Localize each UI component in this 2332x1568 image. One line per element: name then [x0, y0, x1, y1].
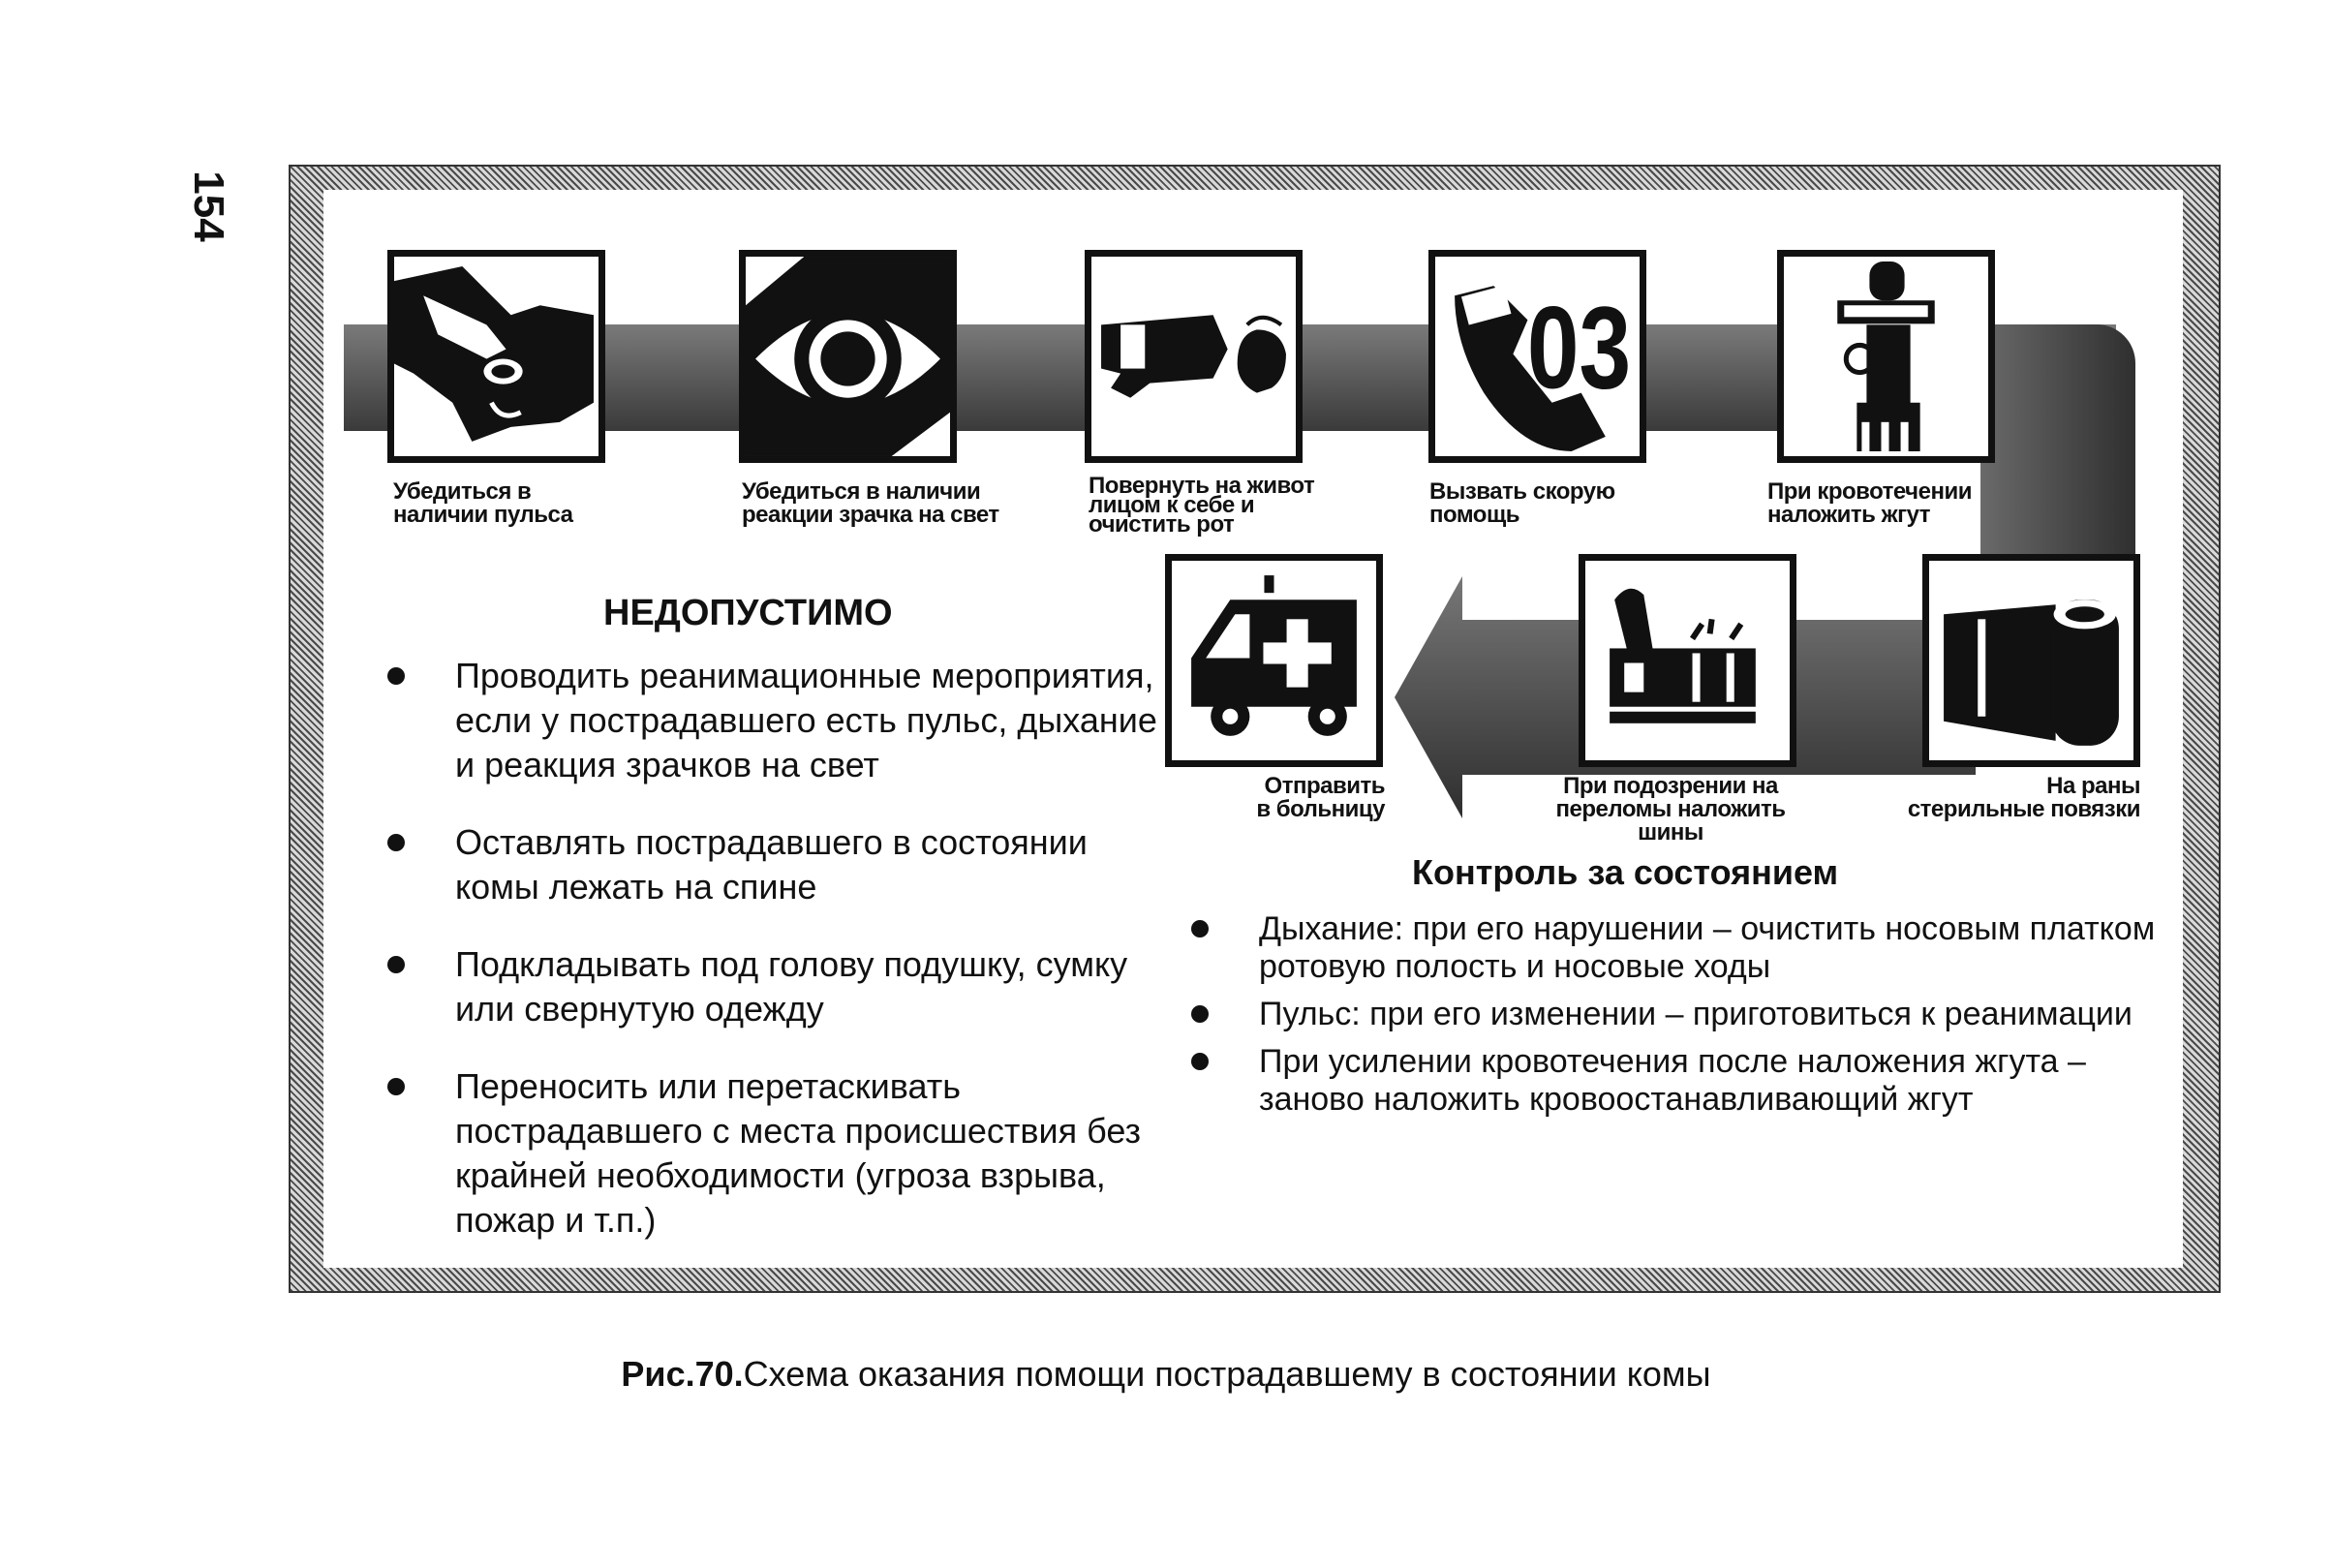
splint-icon — [1579, 554, 1796, 767]
monitoring-list — [1191, 910, 2160, 1128]
list-item: Дыхание: при его нарушении – очистить носовым платком ротовую полость и носовые ходы — [1191, 910, 2160, 986]
figure-caption-text: Схема оказания помощи пострадавшему в состоянии комы — [743, 1354, 1711, 1394]
turn-over-icon — [1085, 250, 1303, 463]
step-label: Отправить в больницу — [1256, 773, 1385, 822]
list-item: При усилении кровотечения после наложения жгута – заново наложить кровоостанавливающий жгут — [1191, 1043, 2160, 1119]
forbidden-title: НЕДОПУСТИМО — [603, 593, 893, 633]
list-item: Пульс: при его изменении – приготовиться к реанимации — [1191, 996, 2160, 1033]
step-label: На раны стерильные повязки — [1907, 773, 2140, 822]
list-item: Переносить или перетаскивать пострадавшего с места происшествия без крайней необходимости (угроза взрыва, пожар и т.п.) — [387, 1064, 1162, 1243]
figure-caption — [0, 1354, 2332, 1395]
ambulance-icon — [1165, 554, 1383, 767]
list-item: Оставлять пострадавшего в состоянии комы лежать на спине — [387, 820, 1162, 909]
page-number: 154 — [185, 170, 232, 242]
step-label: При кровотечении наложить жгут — [1767, 478, 1972, 528]
step-label: При подозрении на переломы наложить шины — [1555, 773, 1786, 845]
step-label: Вызвать скорую помощь — [1429, 478, 1615, 528]
forbidden-list — [387, 654, 1162, 1276]
monitoring-title: Контроль за состоянием — [1412, 852, 1839, 892]
phone-number: 03 — [1526, 283, 1632, 415]
step-label: Убедиться в наличии реакции зрачка на свет — [742, 478, 999, 528]
hand-pulse-icon — [387, 250, 605, 463]
list-item: Проводить реанимационные мероприятия, если у пострадавшего есть пульс, дыхание и реакция зрачков на свет — [387, 654, 1162, 787]
list-item: Подкладывать под голову подушку, сумку или свернутую одежду — [387, 942, 1162, 1031]
figure-number: Рис.70. — [621, 1354, 744, 1394]
phone-03-icon — [1428, 250, 1646, 463]
tourniquet-icon — [1777, 250, 1995, 463]
bandage-roll-icon — [1922, 554, 2140, 767]
eye-icon — [739, 250, 957, 463]
step-label: Повернуть на живот лицом к себе и очистить рот — [1089, 473, 1315, 538]
step-label: Убедиться в наличии пульса — [393, 478, 573, 528]
